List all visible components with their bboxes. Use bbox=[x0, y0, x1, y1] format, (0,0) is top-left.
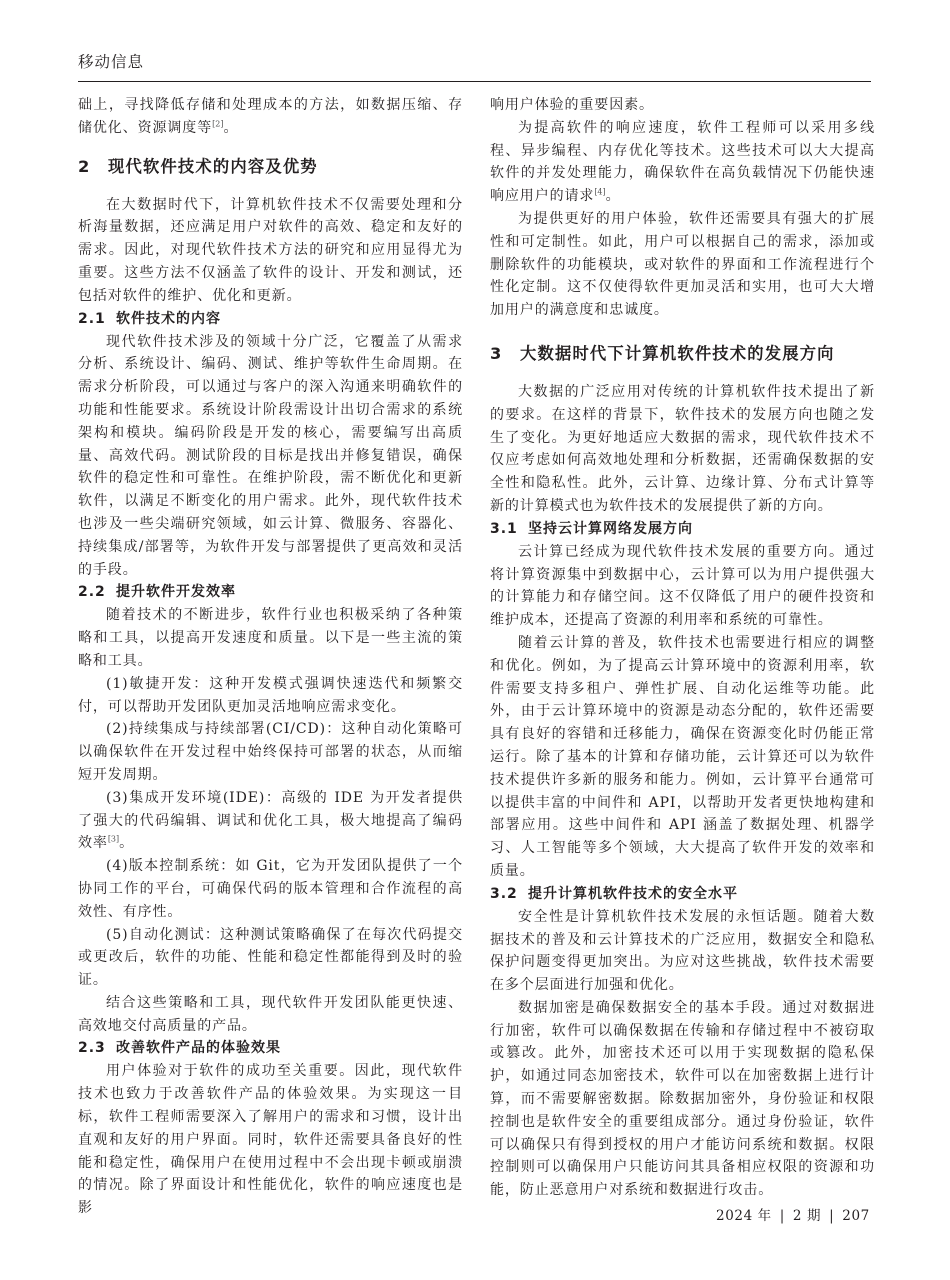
section-heading-2-3: 2.3 改善软件产品的体验效果 bbox=[78, 1040, 281, 1057]
paragraph: 安全性是计算机软件技术发展的永恒话题。随着大数据技术的普及和云计算技术的广泛应用，数据安全和隐私保护问题变得更加突出。为应对这些挑战，软件技术需要在多个层面进行加强和优化。 bbox=[490, 908, 875, 994]
paragraph: 数据加密是确保数据安全的基本手段。通过对数据进行加密，软件可以确保数据在传输和存储过程中不被窃取或篡改。此外，加密技术还可以用于实现数据的隐私保护，如通过同态加密技术，软件可以在加密数据上进行计算，而不需要解密数据。除数据加密外，身份验证和权限控制也是软件安全的重要组成部分。通过身份验证，软件可以确保只有得到授权的用户才能访问系统和数据。权限控制则可以确保用户只能访问其具备相应权限的资源和功能，防止恶意用户对系统和数据进行攻击。 bbox=[490, 999, 875, 1199]
right-column bbox=[490, 94, 875, 1202]
paragraph: 云计算已经成为现代软件技术发展的重要方向。通过将计算资源集中到数据中心，云计算可以为用户提供强大的计算能力和存储空间。这不仅降低了用户的硬件投资和维护成本，还提高了资源的利用率和系统的可靠性。 bbox=[490, 543, 875, 629]
left-column bbox=[78, 94, 463, 1220]
paragraph: 随着云计算的普及，软件技术也需要进行相应的调整和优化。例如，为了提高云计算环境中的资源利用率，软件需要支持多租户、弹性扩展、自动化运维等功能。此外，由于云计算环境中的资源是动态分配的，软件还需要具有良好的容错和迁移能力，确保在资源变化时仍能正常运行。除了基本的计算和存储功能，云计算还可以为软件技术提供许多新的服务和能力。例如，云计算平台通常可以提供丰富的中间件和 API，以帮助开发者更快地构建和部署应用。这些中间件和 API 涵盖了数据处理、机器学习、人工智能等多个领域，大大提高了软件开发的效率和质量。 bbox=[490, 634, 875, 879]
footer-year: 2024 年 bbox=[716, 1208, 772, 1224]
list-item: (1)敏捷开发：这种开发模式强调快速迭代和频繁交付，可以帮助开发团队更加灵活地响应需求变化。 bbox=[78, 675, 463, 715]
section-heading-2-2: 2.2 提升软件开发效率 bbox=[78, 584, 236, 601]
paragraph: 为提高软件的响应速度，软件工程师可以采用多线程、异步编程、内存优化等技术。这些技术可以大大提高软件的并发处理能力，确保软件在高负载情况下仍能快速响应用户的请求[4]。 bbox=[490, 119, 875, 205]
paragraph: 用户体验对于软件的成功至关重要。因此，现代软件技术也致力于改善软件产品的体验效果。为实现这一目标，软件工程师需要深入了解用户的需求和习惯，设计出直观和友好的用户界面。同时，软件还需要具备良好的性能和稳定性，确保用户在使用过程中不会出现卡顿或崩溃的情况。除了界面设计和性能优化，软件的响应速度也是影 bbox=[78, 1063, 463, 1217]
list-item: (4)版本控制系统：如 Git，它为开发团队提供了一个协同工作的平台，可确保代码的版本管理和合作流程的高效性、有序性。 bbox=[78, 858, 463, 920]
list-item: (2)持续集成与持续部署(CI/CD)：这种自动化策略可以确保软件在开发过程中始终保持可部署的状态，从而缩短开发周期。 bbox=[78, 721, 463, 783]
journal-name: 移动信息 bbox=[78, 53, 145, 71]
page-footer bbox=[716, 1204, 870, 1224]
footer-separator: | bbox=[829, 1208, 835, 1224]
list-item: (5)自动化测试：这种测试策略确保了在每次代码提交或更改后，软件的功能、性能和稳定性都能得到及时的验证。 bbox=[78, 926, 463, 989]
paragraph: 随着技术的不断进步，软件行业也积极采纳了各种策略和工具，以提高开发速度和质量。以下是一些主流的策略和工具。 bbox=[78, 607, 463, 669]
section-heading-2-1: 2.1 软件技术的内容 bbox=[78, 310, 221, 327]
paragraph: 结合这些策略和工具，现代软件开发团队能更快速、高效地交付高质量的产品。 bbox=[78, 994, 463, 1034]
paragraph: 现代软件技术涉及的领域十分广泛，它覆盖了从需求分析、系统设计、编码、测试、维护等软件生命周期。在需求分析阶段，可以通过与客户的深入沟通来明确软件的功能和性能要求。系统设计阶段需设计出切合需求的系统架构和模块。编码阶段是开发的核心，需要编写出高质量、高效代码。测试阶段的目标是找出并修复错误，确保软件的稳定性和可靠性。在维护阶段，需不断优化和更新软件，以满足不断变化的用户需求。此外，现代软件技术也涉及一些尖端研究领域，如云计算、微服务、容器化、持续集成/部署等，为软件开发与部署提供了更高效和灵活的手段。 bbox=[78, 333, 463, 578]
paragraph: 在大数据时代下，计算机软件技术不仅需要处理和分析海量数据，还应满足用户对软件的高效、稳定和友好的需求。因此，对现代软件技术方法的研究和应用显得尤为重要。这些方法不仅涵盖了软件的设计、开发和测试，还包括对软件的维护、优化和更新。 bbox=[78, 196, 463, 304]
list-item: (3)集成开发环境(IDE)：高级的 IDE 为开发者提供了强大的代码编辑、调试和优化工具，极大地提高了编码效率[3]。 bbox=[78, 789, 463, 852]
section-heading-3-2: 3.2 提升计算机软件技术的安全水平 bbox=[490, 885, 738, 902]
paragraph: 大数据的广泛应用对传统的计算机软件技术提出了新的要求。在这样的背景下，软件技术的发展方向也随之发生了变化。为更好地适应大数据的需求，现代软件技术不仅应考虑如何高效地处理和分析数据，还需确保数据的安全性和隐私性。此外，云计算、边缘计算、分布式计算等新的计算模式也为软件技术的发展提供了新的方向。 bbox=[490, 383, 875, 514]
section-heading-2: 2 现代软件技术的内容及优势 bbox=[78, 156, 318, 176]
paragraph: 础上，寻找降低存储和处理成本的方法，如数据压缩、存储优化、资源调度等[2]。 bbox=[78, 97, 463, 136]
page-number: 207 bbox=[842, 1208, 870, 1224]
citation-ref: [2] bbox=[212, 119, 224, 129]
paragraph: 为提供更好的用户体验，软件还需要具有强大的扩展性和可定制性。如此，用户可以根据自己的需求，添加或删除软件的功能模块，或对软件的界面和工作流程进行个性化定制。这不仅使得软件更加灵活和实用，也可大大增加用户的满意度和忠诚度。 bbox=[490, 210, 875, 319]
citation-ref: [3] bbox=[107, 834, 120, 844]
citation-ref: [4] bbox=[594, 187, 606, 197]
footer-issue: 2 期 bbox=[792, 1208, 822, 1224]
footer-separator: | bbox=[779, 1208, 785, 1224]
paragraph: 响用户体验的重要因素。 bbox=[490, 97, 654, 113]
section-heading-3-1: 3.1 坚持云计算网络发展方向 bbox=[490, 520, 693, 537]
header-rule bbox=[78, 81, 871, 82]
section-heading-3: 3 大数据时代下计算机软件技术的发展方向 bbox=[490, 343, 835, 363]
